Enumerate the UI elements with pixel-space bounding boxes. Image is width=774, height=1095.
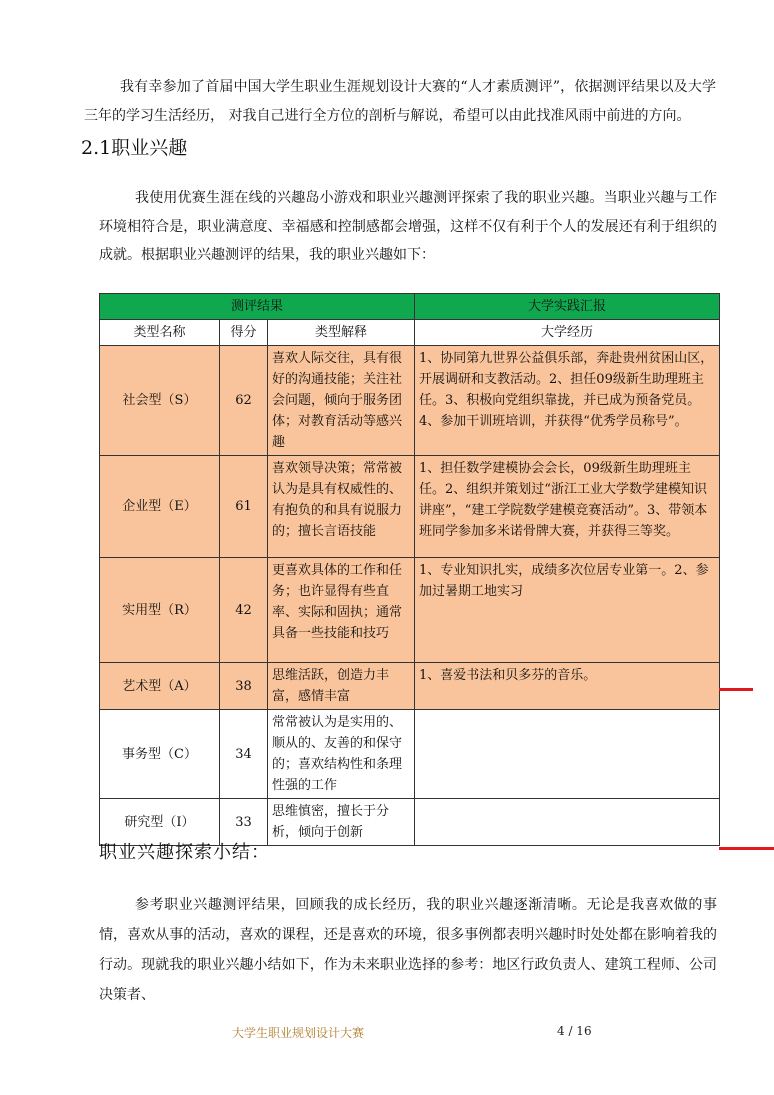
column-header-experience: 大学经历: [415, 320, 720, 346]
explanation-cell: 更喜欢具体的工作和任务；也许显得有些直率、实际和固执；通常具备一些技能和技巧: [268, 558, 415, 663]
score-cell: 62: [220, 346, 268, 456]
experience-cell: 1、专业知识扎实，成绩多次位居专业第一。2、参加过暑期工地实习: [415, 558, 720, 663]
section-heading: 2.1职业兴趣: [81, 137, 188, 159]
score-cell: 33: [220, 799, 268, 846]
group-header-assessment: 测评结果: [100, 294, 415, 320]
type-cell: 社会型（S）: [100, 346, 220, 456]
type-cell: 研究型（I）: [100, 799, 220, 846]
score-cell: 42: [220, 558, 268, 663]
summary-heading: 职业兴趣探索小结：: [99, 842, 270, 863]
section-paragraph: 我使用优赛生涯在线的兴趣岛小游戏和职业兴趣测评探索了我的职业兴趣。当职业兴趣与工作环境相符合是，职业满意度、幸福感和控制感都会增强，这样不仅有利于个人的发展还有利于组织的成就。根据职业兴趣测评的结果，我的职业兴趣如下：: [99, 190, 717, 263]
interest-table: [99, 293, 720, 846]
table-row: [100, 346, 720, 456]
explanation-cell: 思维活跃，创造力丰富，感情丰富: [268, 663, 415, 710]
experience-cell: 1、协同第九世界公益俱乐部，奔赴贵州贫困山区，开展调研和支教活动。2、担任09级新生助理班主任。3、积极向党组织靠拢，并已成为预备党员。4、参加干训班培训，并获得“优秀学员称号”。: [415, 346, 720, 456]
score-cell: 34: [220, 710, 268, 799]
page-number: 4 / 16: [557, 1024, 592, 1038]
group-header-practice: 大学实践汇报: [415, 294, 720, 320]
explanation-cell: 喜欢人际交往，具有很好的沟通技能；关注社会问题，倾向于服务团体；对教育活动等感兴趣: [268, 346, 415, 456]
table-column-header-row: [100, 320, 720, 346]
explanation-cell: 思维慎密，擅长于分析，倾向于创新: [268, 799, 415, 846]
intro-paragraph: 我有幸参加了首届中国大学生职业生涯规划设计大赛的“人才素质测评”，依据测评结果以及大学三年的学习生活经历， 对我自己进行全方位的剖析与解说，希望可以由此找准风雨中前进的方向。: [84, 79, 716, 124]
table-row: [100, 710, 720, 799]
experience-cell: 1、喜爱书法和贝多芬的音乐。: [415, 663, 720, 710]
explanation-cell: 常常被认为是实用的、顺从的、友善的和保守的；喜欢结构性和条理性强的工作: [268, 710, 415, 799]
experience-cell: 1、担任数学建模协会会长，09级新生助理班主任。2、组织并策划过“浙江工业大学数学建模知识讲座”，“建工学院数学建模竞赛活动”。3、带领本班同学参加多米诺骨牌大赛，并获得三等奖。: [415, 456, 720, 558]
type-cell: 实用型（R）: [100, 558, 220, 663]
red-margin-mark: [719, 688, 753, 691]
column-header-score: 得分: [220, 320, 268, 346]
experience-cell: [415, 710, 720, 799]
type-cell: 艺术型（A）: [100, 663, 220, 710]
score-cell: 38: [220, 663, 268, 710]
footer-title: 大学生职业规划设计大赛: [232, 1026, 365, 1040]
type-cell: 企业型（E）: [100, 456, 220, 558]
explanation-cell: 喜欢领导决策；常常被认为是具有权威性的、有抱负的和具有说服力的；擅长言语技能: [268, 456, 415, 558]
table-row: [100, 456, 720, 558]
table-group-header-row: [100, 294, 720, 320]
table-row: [100, 663, 720, 710]
table-row: [100, 558, 720, 663]
red-margin-mark: [719, 847, 774, 850]
experience-cell: [415, 799, 720, 846]
column-header-explanation: 类型解释: [268, 320, 415, 346]
column-header-type: 类型名称: [100, 320, 220, 346]
type-cell: 事务型（C）: [100, 710, 220, 799]
score-cell: 61: [220, 456, 268, 558]
summary-paragraph: 参考职业兴趣测评结果，回顾我的成长经历，我的职业兴趣逐渐清晰。无论是我喜欢做的事情，喜欢从事的活动，喜欢的课程，还是喜欢的环境，很多事例都表明兴趣时时处处都在影响着我的行动。现就我的职业兴趣小结如下，作为未来职业选择的参考：地区行政负责人、建筑工程师、公司决策者、: [99, 897, 717, 1003]
